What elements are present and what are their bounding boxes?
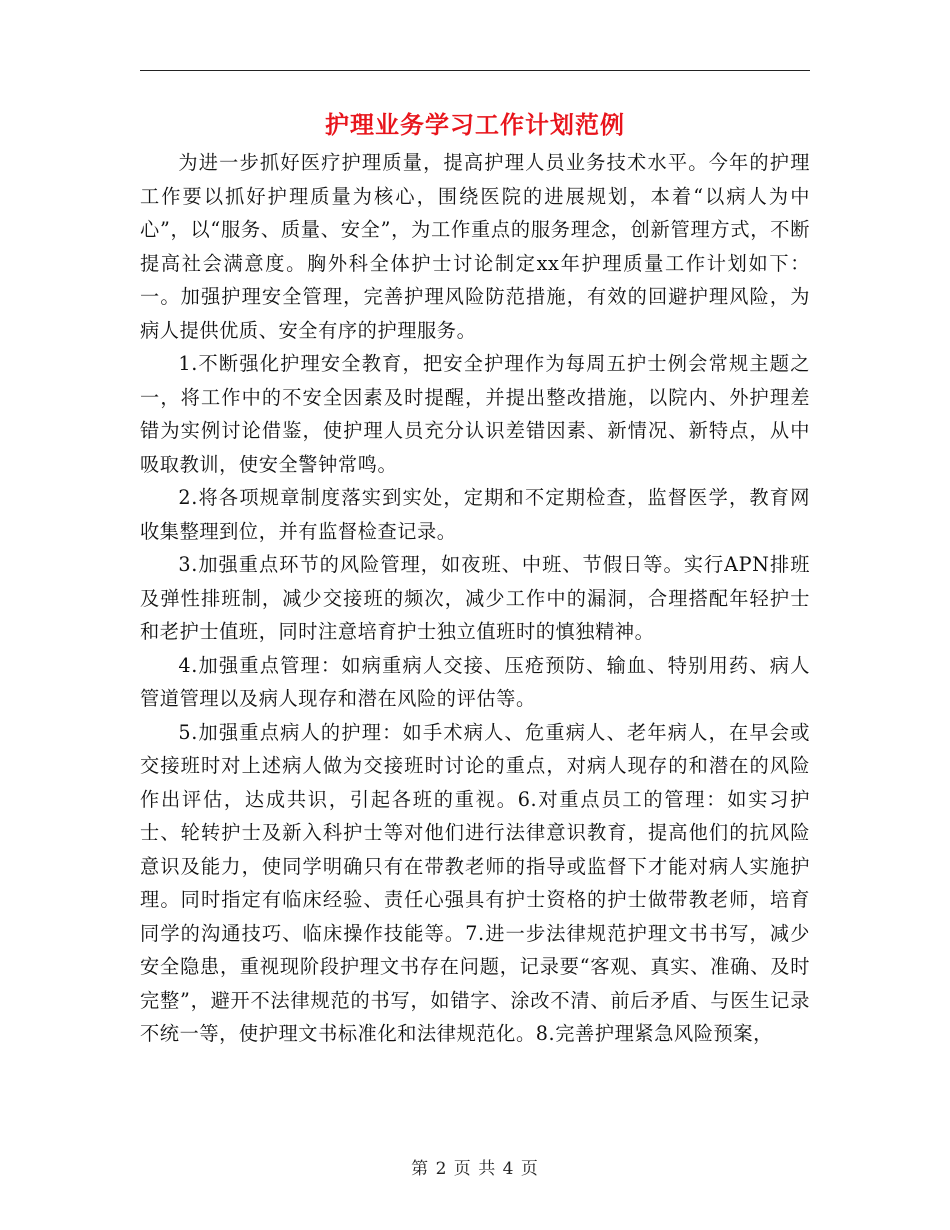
paragraph-item-5: 5.加强重点病人的护理：如手术病人、危重病人、老年病人，在早会或交接班时对上述病人做为交接班时讨论的重点，对病人现存的和潜在的风险作出评估，达成共识，引起各班的重视。6.对重点员工的管理：如实习护士、轮转护士及新入科护士等对他们进行法律意识教育，提高他们的抗风险意识及能力，使同学明确只有在带教老师的指导或监督下才能对病人实施护理。同时指定有临床经验、责任心强具有护士资格的护士做带教老师，培育同学的沟通技巧、临床操作技能等。7.进一步法律规范护理文书书写，减少安全隐患，重视现阶段护理文书存在问题，记录要“客观、真实、准确、及时完整”，避开不法律规范的书写，如错字、涂改不清、前后矛盾、与医生记录不统一等，使护理文书标准化和法律规范化。8.完善护理紧急风险预案， bbox=[140, 720, 810, 1045]
paragraph-item-4: 4.加强重点管理：如病重病人交接、压疮预防、输血、特别用药、病人管道管理以及病人现存和潜在风险的评估等。 bbox=[140, 653, 810, 710]
paragraph-intro: 为进一步抓好医疗护理质量，提高护理人员业务技术水平。今年的护理工作要以抓好护理质量为核心，围绕医院的进展规划，本着“以病人为中心”，以“服务、质量、安全”，为工作重点的服务理念，创新管理方式，不断提高社会满意度。胸外科全体护士讨论制定xx年护理质量工作计划如下：一。加强护理安全管理，完善护理风险防范措施，有效的回避护理风险，为病人提供优质、安全有序的护理服务。 bbox=[140, 151, 810, 342]
document-body bbox=[140, 146, 810, 1051]
page-number: 第 2 页 共 4 页 bbox=[411, 1159, 539, 1179]
paragraph-item-2: 2.将各项规章制度落实到实处，定期和不定期检查，监督医学，教育网收集整理到位，并有监督检查记录。 bbox=[140, 486, 810, 543]
document-title: 护理业务学习工作计划范例 bbox=[325, 110, 625, 139]
paragraph-item-1: 1.不断强化护理安全教育，把安全护理作为每周五护士例会常规主题之一，将工作中的不安全因素及时提醒，并提出整改措施，以院内、外护理差错为实例讨论借鉴，使护理人员充分认识差错因素、新情况、新特点，从中吸取教训，使安全警钟常鸣。 bbox=[140, 352, 810, 476]
header-rule bbox=[140, 70, 810, 71]
paragraph-item-3: 3.加强重点环节的风险管理，如夜班、中班、节假日等。实行APN排班及弹性排班制，减少交接班的频次，减少工作中的漏洞，合理搭配年轻护士和老护士值班，同时注意培育护士独立值班时的慎独精神。 bbox=[140, 553, 810, 643]
